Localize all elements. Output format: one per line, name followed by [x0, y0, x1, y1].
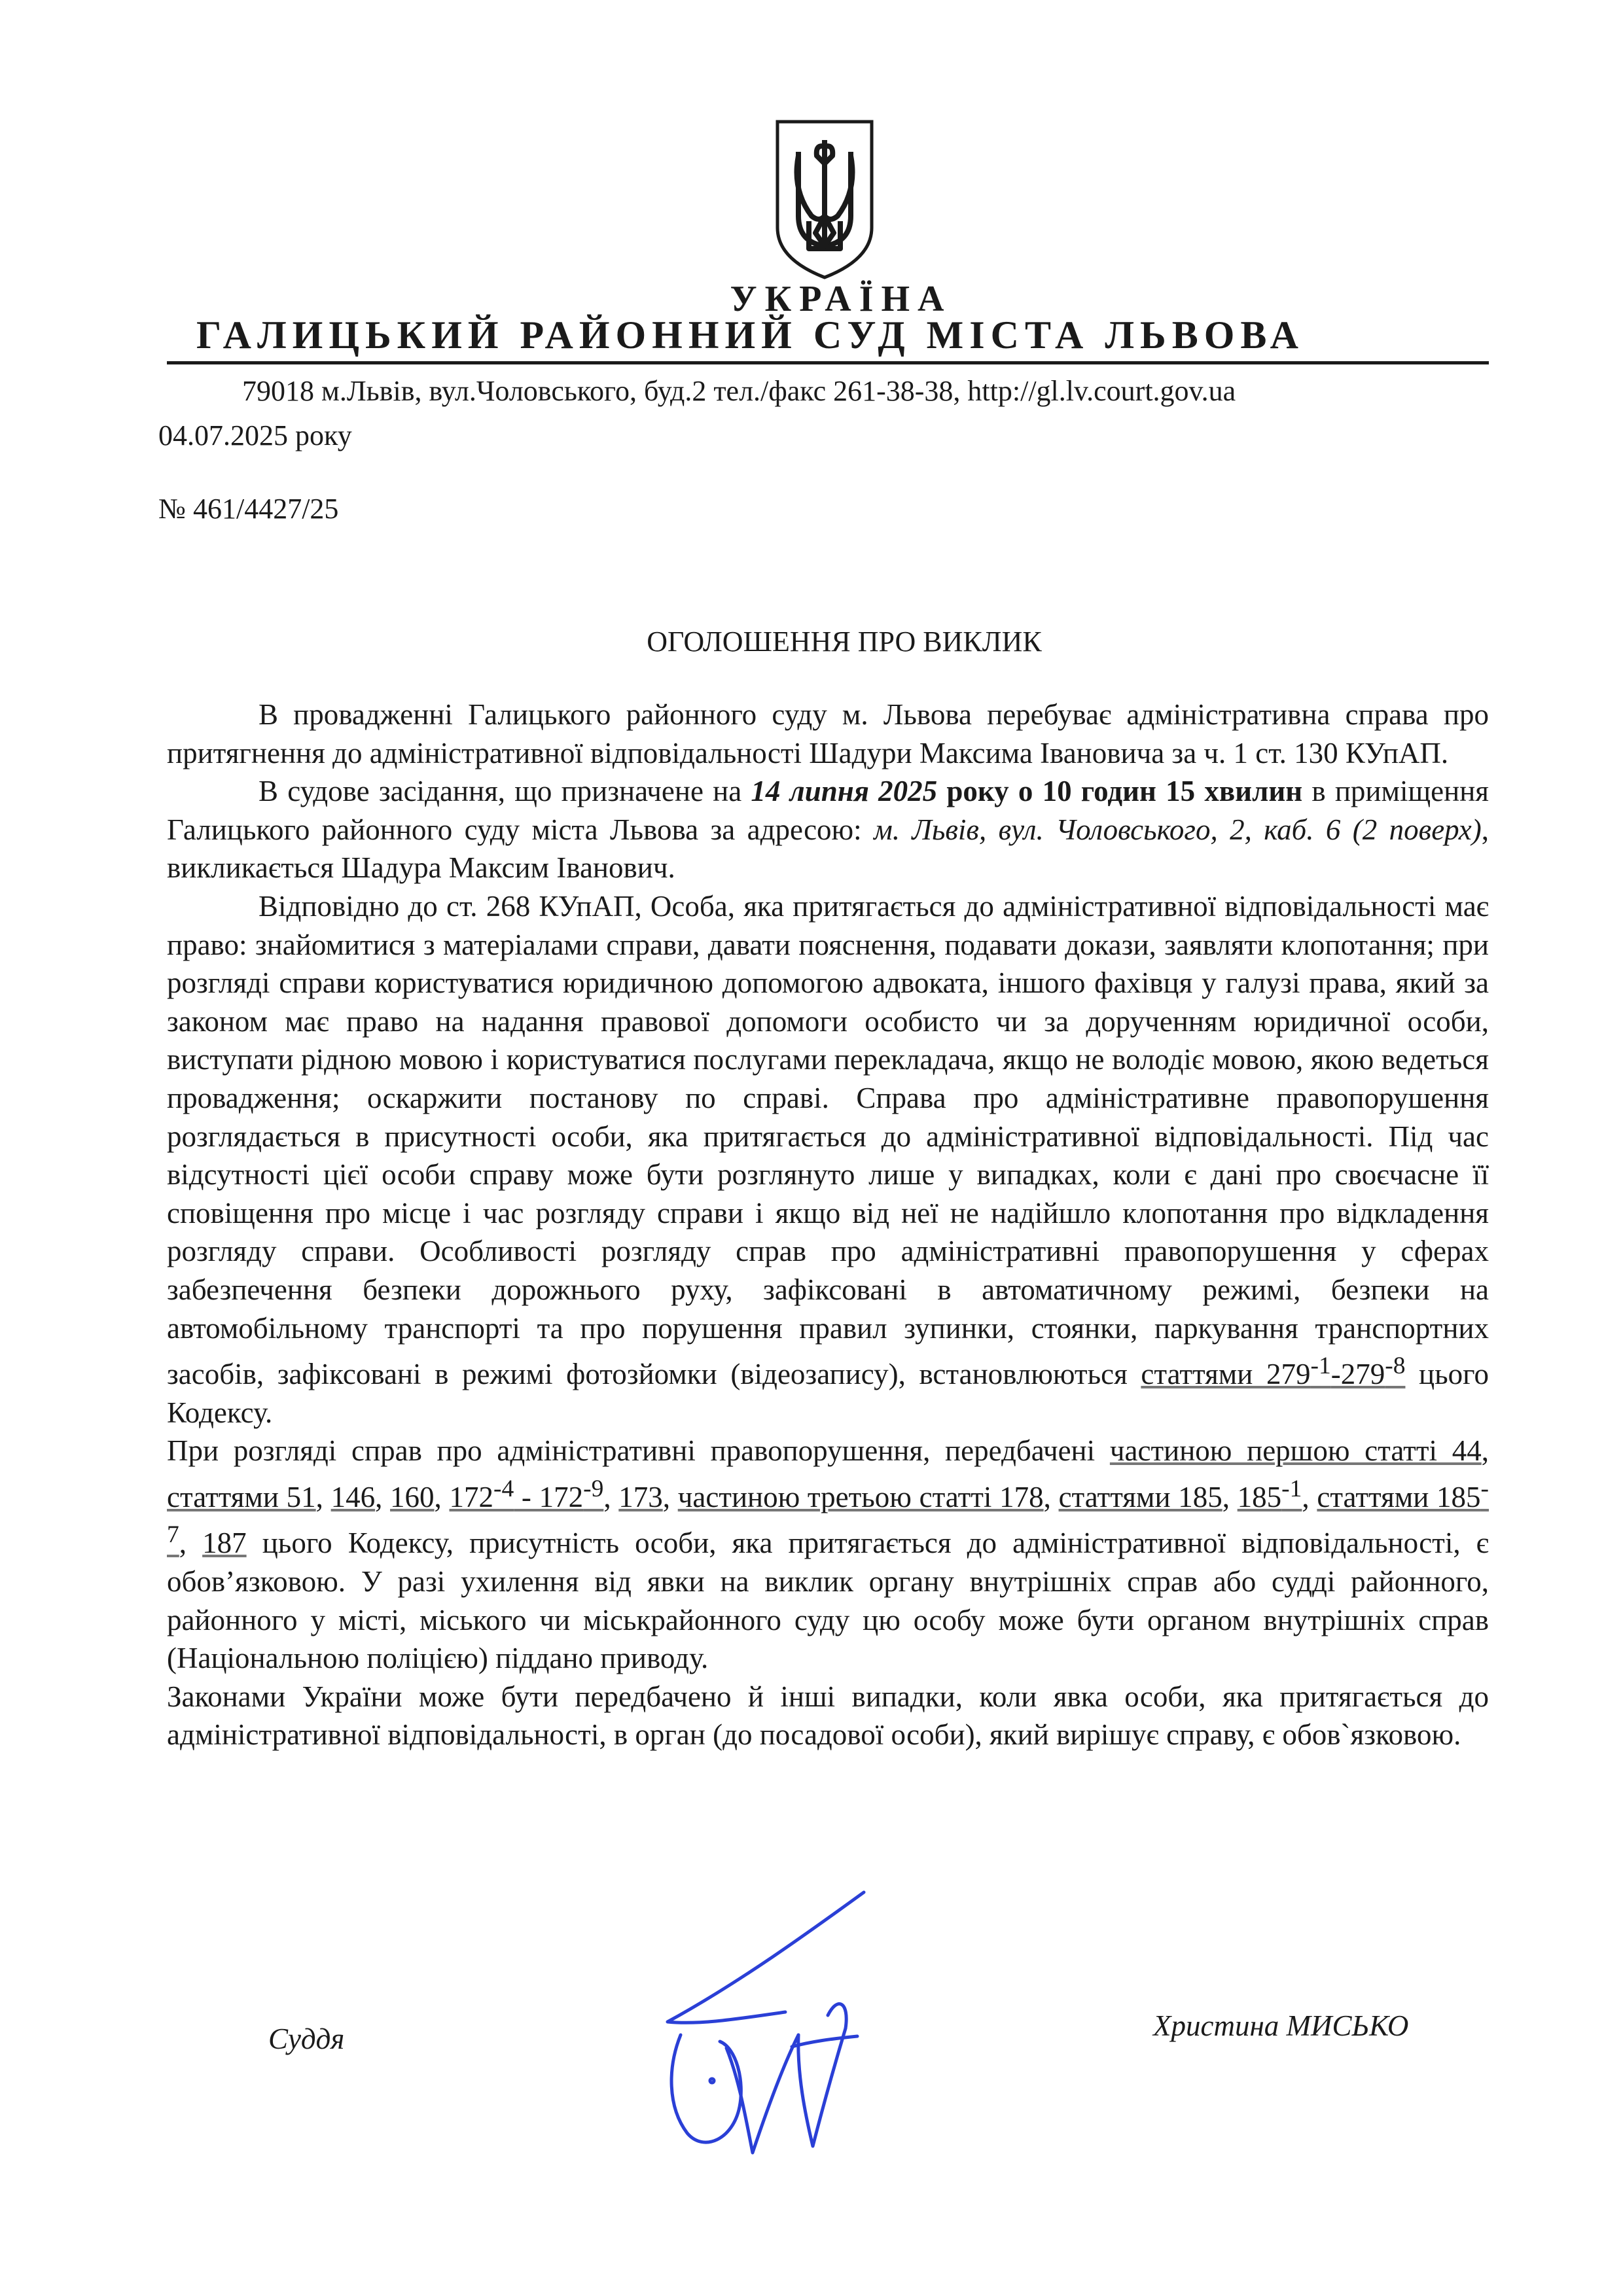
link-172-sup2: -9	[583, 1475, 604, 1502]
document-body	[167, 696, 1489, 1754]
link-172-sup1: -4	[493, 1475, 514, 1502]
link-art-51[interactable]: статтями 51	[167, 1480, 316, 1513]
header-divider	[167, 361, 1489, 364]
paragraph-presence: При розгляді справ про адміністративні правопорушення, передбачені частиною першою статті 44, статтями 51, 146, 160, $172^{-4} - 172^{-9}$, 173, частиною третьою статті 178, статтями 185, $185^{-1}$, статтями $185^{-7}$, 187 цього Кодексу, присутність особи, яка притягається до адміністративної відповідальності, є обов’язковою. У разі ухилення від явки на виклик органу внутрішніх справ або судді районного, районного у місті, міського чи міськрайонного суду цю особу може бути органом внутрішніх справ (Національною поліцією) піддано приводу.	[167, 1434, 1489, 1675]
paragraph-summons	[167, 772, 1489, 887]
link-279-mid: -279	[1330, 1358, 1385, 1391]
link-185-1-sup: -1	[1281, 1475, 1302, 1502]
summons-text-a: В судове засідання, що призначене на	[259, 775, 751, 808]
link-articles-279[interactable]	[1141, 1352, 1406, 1391]
presence-text-a: При розгляді справ про адміністративні правопорушення, передбачені	[167, 1434, 1110, 1468]
link-art-185[interactable]: статтями 185	[1058, 1480, 1222, 1513]
paragraph-case: В провадженні Галицького районного суду м. Львова перебуває адміністративна справа про притягнення до адміністративної відповідальності Шадури Максима Івановича за ч. 1 ст. 130 КУпАП.	[167, 698, 1489, 769]
summons-text-d: , викликається Шадура Максим Іванович.	[167, 813, 1489, 885]
rights-tail: цього Кодексу.	[167, 1358, 1489, 1429]
link-art-173[interactable]: 173	[618, 1480, 663, 1513]
link-172-b: - 172	[514, 1480, 584, 1513]
court-name: ГАЛИЦЬКИЙ РАЙОННИЙ СУД МІСТА ЛЬВОВА	[196, 313, 1304, 357]
paragraph-other-cases: Законами України може бути передбачено й інші випадки, коли явка особи, яка притягається до адміністративної відповідальності, в орган (до посадової особи), який вирішує справу, є обов`язковою.	[167, 1680, 1489, 1752]
hearing-date: 14 липня 2025	[751, 775, 938, 808]
link-172-a: 172	[449, 1480, 493, 1513]
judge-title: Суддя	[268, 2022, 345, 2055]
link-art-178[interactable]: частиною третьою статті 178	[677, 1480, 1044, 1513]
link-art-185-1[interactable]	[1237, 1475, 1302, 1513]
rights-text: Відповідно до ст. 268 КУпАП, Особа, яка притягається до адміністративної відповідальності має право: знайомитися з матеріалами справи, давати пояснення, подавати докази, заявляти клопотання; при розгляді справи користуватися юридичною допомогою адвоката, іншого фахівця у галузі права, який за законом має право на надання правової допомоги особисто чи за дорученням юридичної особи, виступати рідною мовою і користуватися послугами перекладача, якщо не володіє мовою, якою ведеться провадження; оскаржити постанову по справі. Справа про адміністративне правопорушення розглядається в присутності особи, яка притягається до адміністративної відповідальності. Під час відсутності цієї особи справу може бути розглянуто лише у випадках, коли є дані про своєчасне її сповіщення про місце і час розгляду справи і якщо від неї не надійшло клопотання про відкладення розгляду справи. Особливості розгляду справ про адміністративні правопорушення у сферах забезпечення безпеки дорожнього руху, зафіксовані в автоматичному режимі, безпеки на автомобільному транспорті та про порушення правил зупинки, стоянки, паркування транспортних засобів, зафіксовані в режимі фотозйомки (відеозапису), встановлюються	[167, 889, 1489, 1391]
document-heading: ОГОЛОШЕННЯ ПРО ВИКЛИК	[647, 626, 1042, 658]
link-279-text: статтями 279	[1141, 1358, 1311, 1391]
summons-text-c: в приміщення Галицького районного суду міста Львова за адресою:	[167, 775, 1489, 846]
link-185-7-sup: -7	[167, 1475, 1489, 1549]
paragraph-rights	[167, 887, 1489, 1432]
trident-icon	[772, 118, 877, 281]
link-279-sup2: -8	[1385, 1352, 1406, 1380]
link-art-44[interactable]: частиною першою статті 44	[1109, 1434, 1482, 1468]
link-art-160[interactable]: 160	[390, 1480, 435, 1513]
hearing-address: м. Львів, вул. Чоловського, 2, каб. 6 (2 поверх)	[874, 813, 1482, 846]
link-185-7-text: статтями 185	[1317, 1480, 1481, 1513]
judge-name: Христина МИСЬКО	[1153, 2009, 1409, 2042]
document-date: 04.07.2025 року	[158, 419, 352, 451]
handwritten-signature-icon	[641, 1884, 883, 2159]
link-279-sup1: -1	[1310, 1352, 1331, 1380]
presence-text-b: цього Кодексу, присутність особи, яка притягається до адміністративної відповідальності, є обов’язковою. У разі ухилення від явки на виклик органу внутрішніх справ або судді районного, районного у місті, міського чи міськрайонного суду цю особу може бути органом внутрішніх справ (Національною поліцією) піддано приводу.	[167, 1527, 1489, 1675]
link-art-172[interactable]	[449, 1475, 604, 1513]
country-name: УКРАЇНА	[730, 279, 952, 319]
link-art-187[interactable]: 187	[202, 1527, 247, 1560]
court-address: 79018 м.Львів, вул.Чоловського, буд.2 тел./факс 261-38-38, http://gl.lv.court.gov.ua	[242, 375, 1236, 407]
link-art-146[interactable]: 146	[330, 1480, 376, 1513]
document-number: № 461/4427/25	[158, 493, 339, 525]
link-185-1-text: 185	[1237, 1480, 1282, 1513]
hearing-time: року о 10 годин 15 хвилин	[937, 775, 1303, 808]
